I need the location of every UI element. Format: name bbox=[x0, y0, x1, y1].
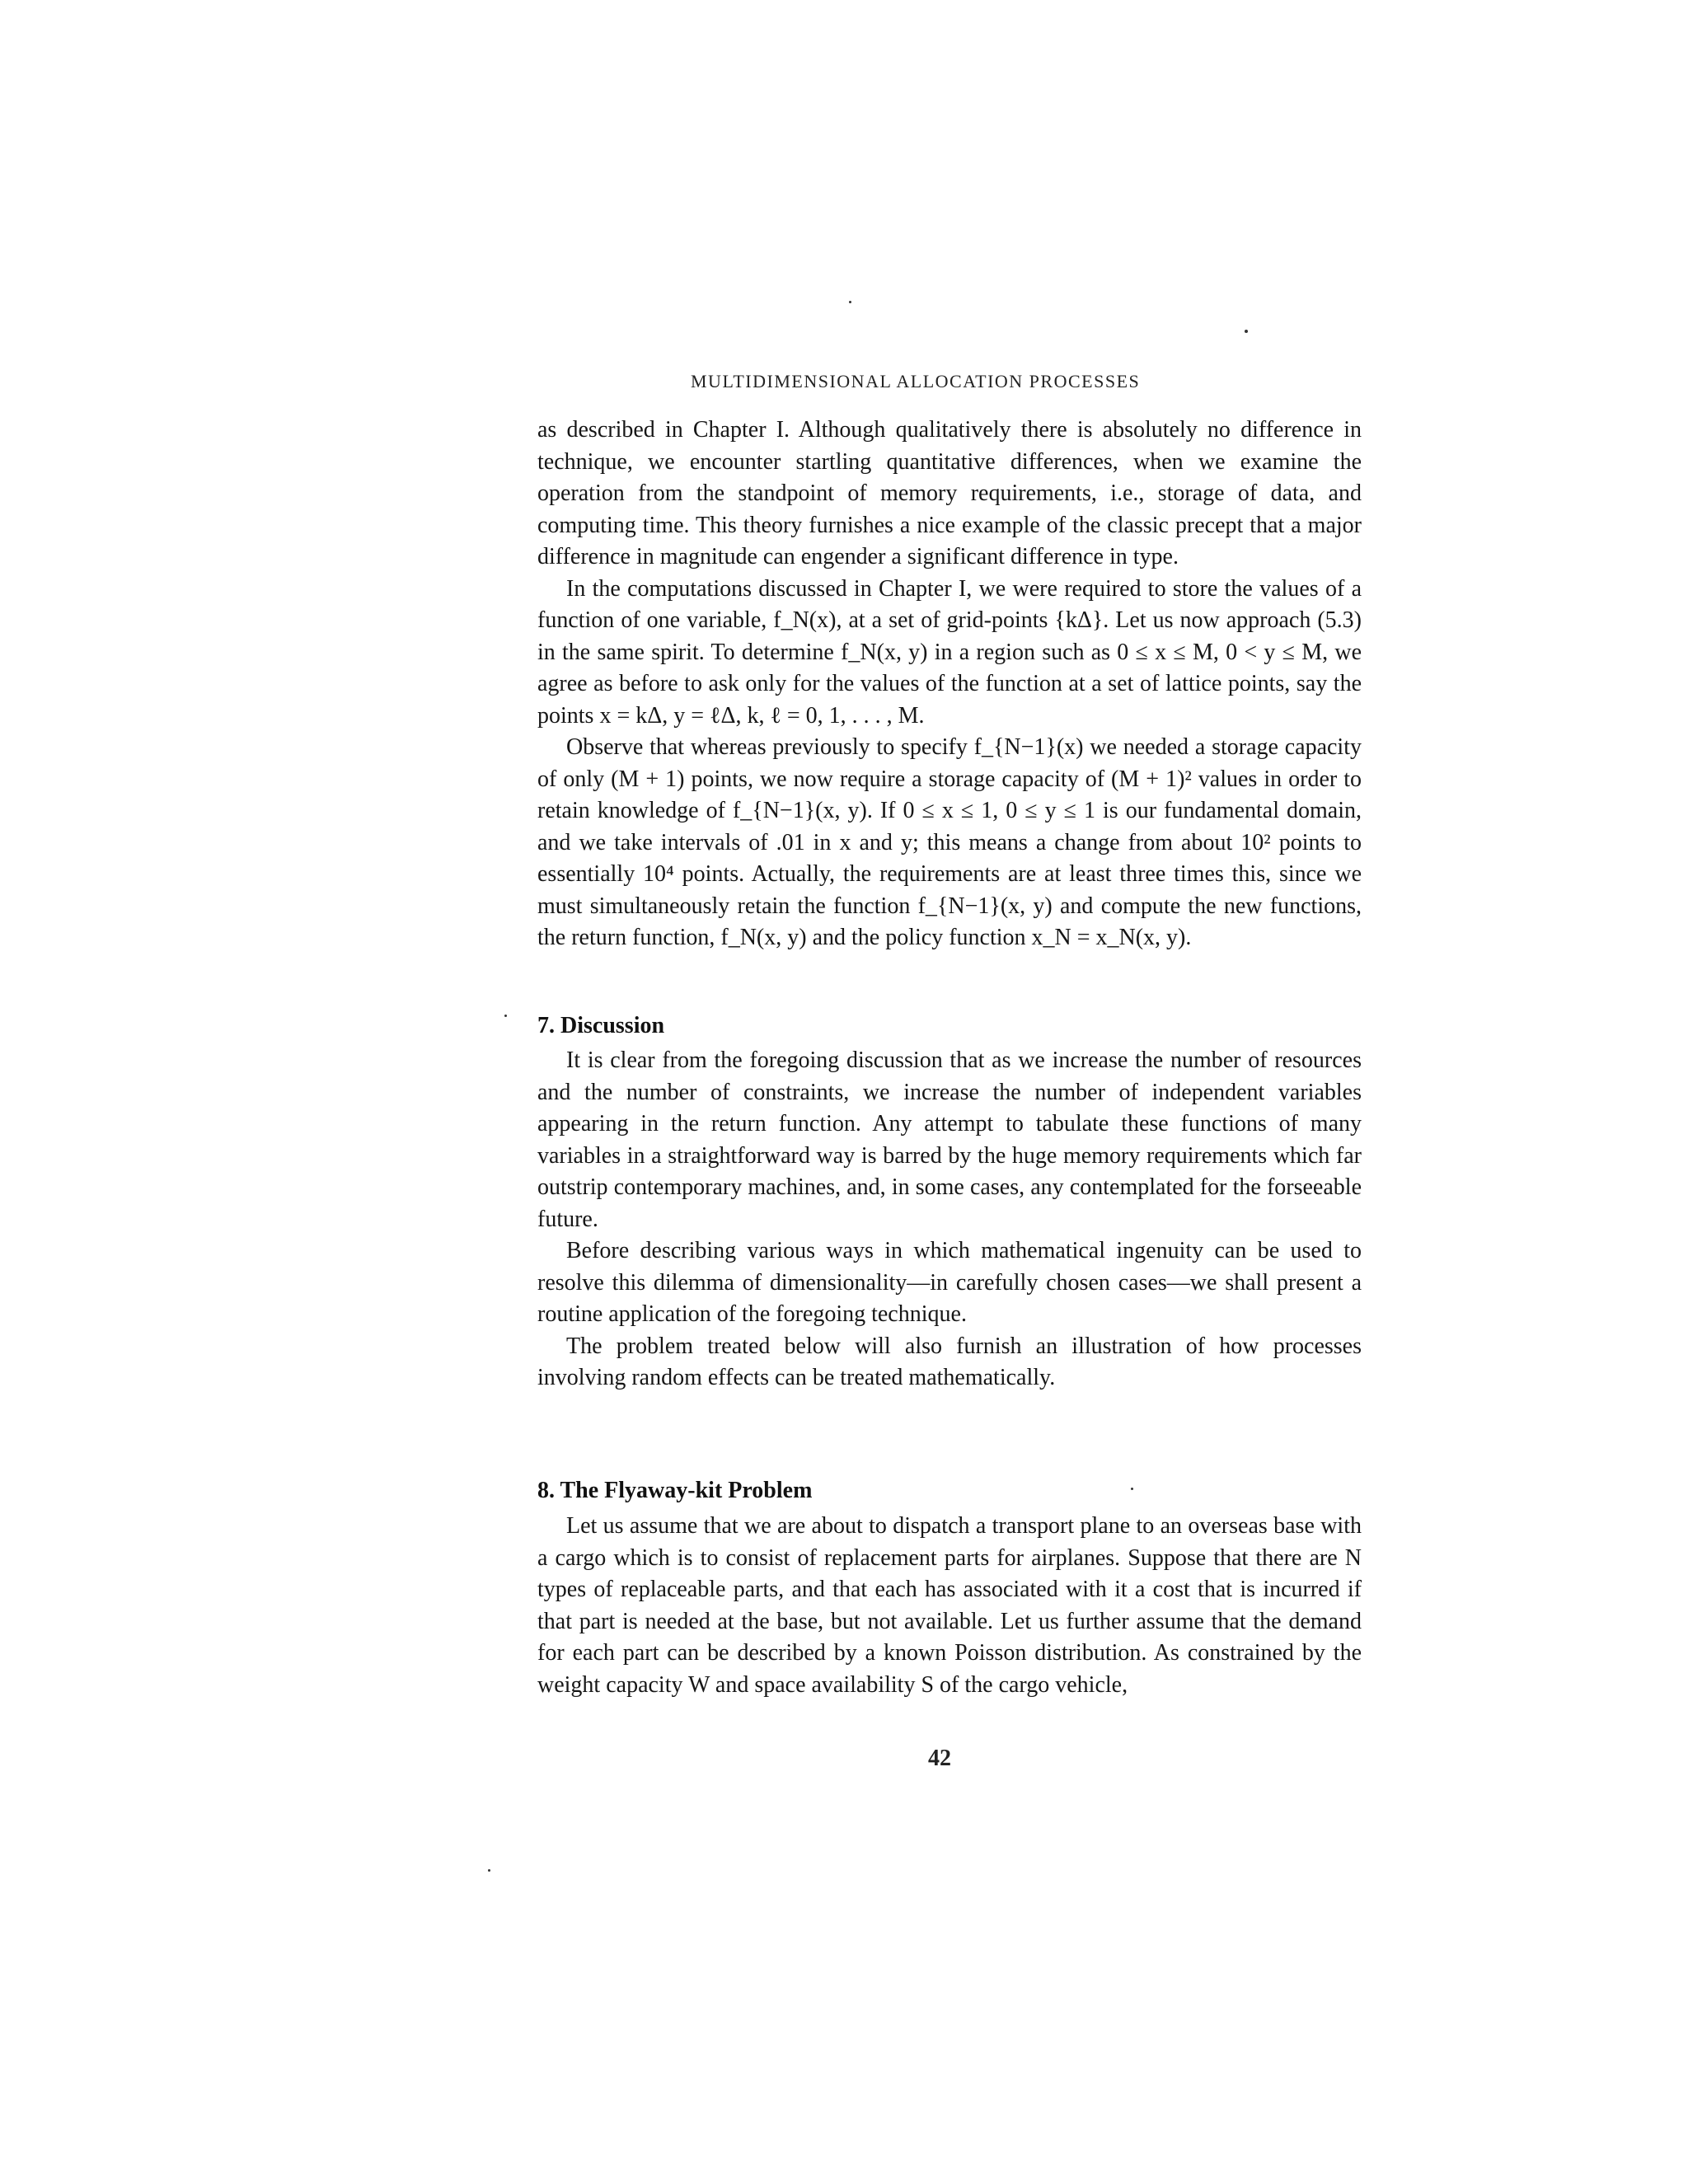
paragraph-intro-1: as described in Chapter I. Although qualitatively there is absolutely no difference in technique, we encounter startling quantitative differences, when we examine the operation from the standpoint of memory requirements, i.e., storage of data, and computing time. This theory furnishes a nice example of the classic precept that a major difference in magnitude can engender a significant difference in type. bbox=[537, 417, 1362, 569]
scan-speck bbox=[488, 1869, 490, 1872]
section-8-heading: 8. The Flyaway-kit Problem bbox=[537, 1478, 813, 1503]
running-head: MULTIDIMENSIONAL ALLOCATION PROCESSES bbox=[691, 371, 1141, 391]
scan-speck bbox=[1245, 330, 1248, 333]
paragraph-intro-3: Observe that whereas previously to specify f_{N−1}(x) we needed a storage capacity of only (M + 1) points, we now require a storage capacity of (M + 1)² values in order to retain knowledge of f_{N−1}(x, y). If 0 ≤ x ≤ 1, 0 ≤ y ≤ 1 is our fundamental domain, and we take intervals of .01 in x and y; this means a change from about 10² points to essentially 10⁴ points. Actually, the requirements are at least three times this, since we must simultaneously retain the function f_{N−1}(x, y) and compute the new functions, the return function, f_N(x, y) and the policy function x_N = x_N(x, y). bbox=[537, 734, 1362, 950]
scan-speck bbox=[504, 1015, 507, 1017]
paragraph-s7-2: Before describing various ways in which mathematical ingenuity can be used to resolve this dilemma of dimensionality—in carefully chosen cases—we shall present a routine application of the foregoing technique. bbox=[537, 1238, 1362, 1327]
section-7-text bbox=[537, 1045, 1362, 1394]
intro-text bbox=[537, 415, 1362, 954]
paragraph-s8-1: Let us assume that we are about to dispatch a transport plane to an overseas base with a cargo which is to consist of replacement parts for airplanes. Suppose that there are N types of replaceable parts, and that each has associated with it a cost that is incurred if that part is needed at the base, but not available. Let us further assume that the demand for each part can be described by a known Poisson distribution. As constrained by the weight capacity W and space availability S of the cargo vehicle, bbox=[537, 1513, 1362, 1698]
section-8-text bbox=[537, 1511, 1362, 1701]
page-number: 42 bbox=[928, 1746, 951, 1771]
section-7-heading: 7. Discussion bbox=[537, 1013, 665, 1038]
paragraph-s7-1: It is clear from the foregoing discussion that as we increase the number of resources and the number of constraints, we increase the number of independent variables appearing in the return function. Any attempt to tabulate these functions of many variables in a straightforward way is barred by the huge memory requirements which far outstrip contemporary machines, and, in some cases, any contemplated for the forseeable future. bbox=[537, 1047, 1362, 1232]
paragraph-intro-2: In the computations discussed in Chapter I, we were required to store the values of a function of one variable, f_N(x), at a set of grid-points {kΔ}. Let us now approach (5.3) in the same spirit. To determine f_N(x, y) in a region such as 0 ≤ x ≤ M, 0 < y ≤ M, we agree as before to ask only for the values of the function at a set of lattice points, say the points x = kΔ, y = ℓΔ, k, ℓ = 0, 1, . . . , M. bbox=[537, 575, 1362, 729]
paragraph-s7-3: The problem treated below will also furnish an illustration of how processes involving random effects can be treated mathematically. bbox=[537, 1333, 1362, 1390]
scan-speck bbox=[1131, 1488, 1133, 1490]
scan-speck bbox=[849, 301, 851, 303]
